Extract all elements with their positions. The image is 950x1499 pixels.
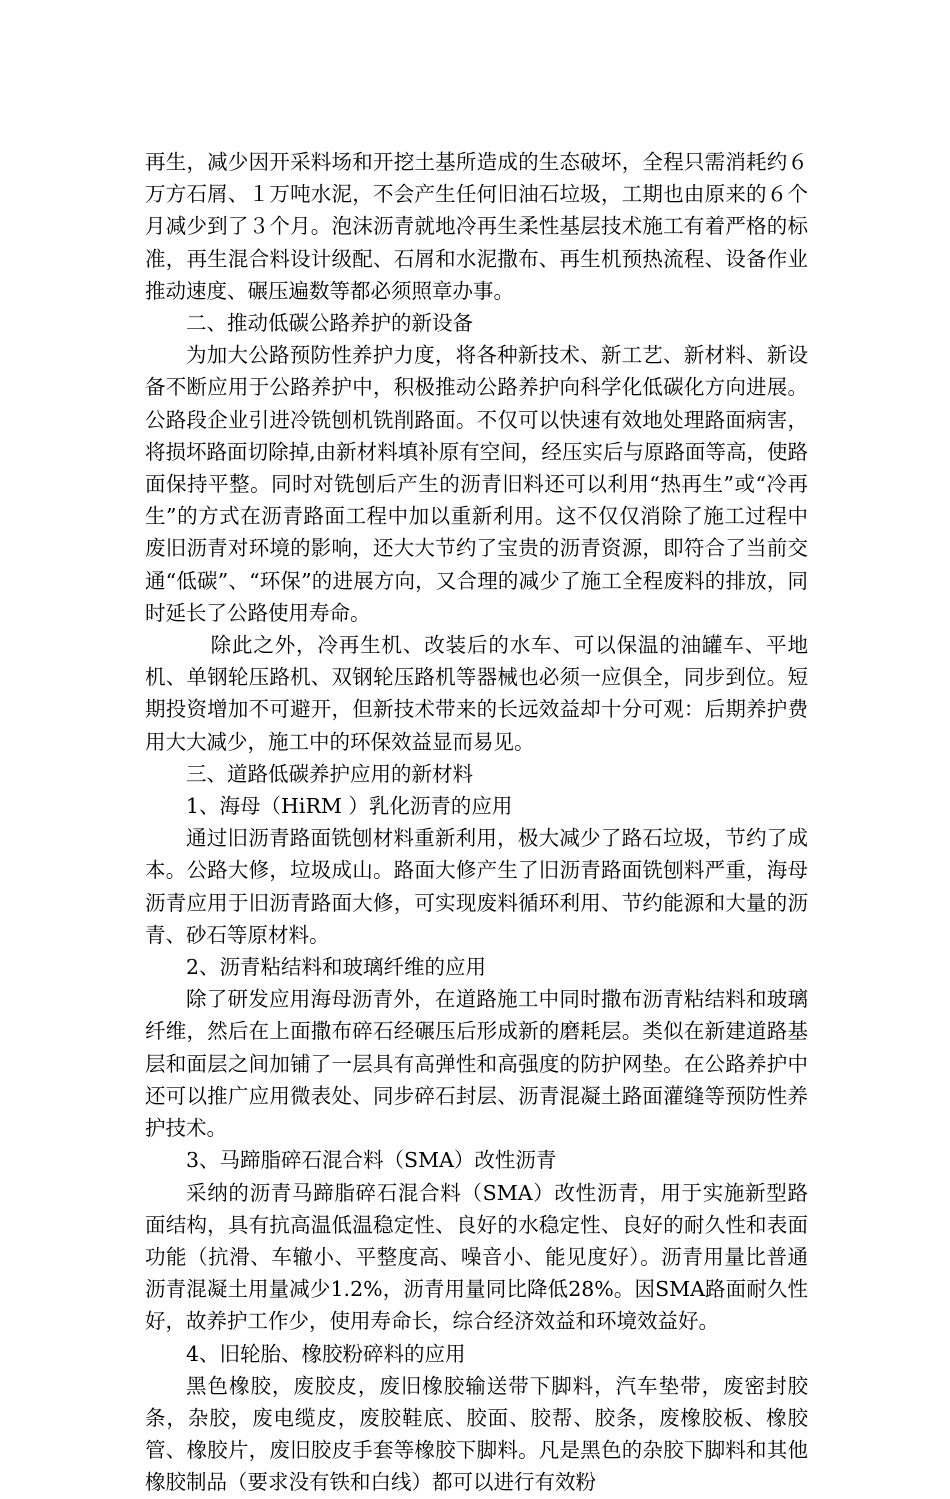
paragraph-hirm: 通过旧沥青路面铣刨材料重新利用，极大减少了路石垃圾，节约了成本。公路大修，垃圾成山。路面大修产生了旧沥青路面铣刨料严重，海母沥青应用于旧沥青路面大修，可实现废料循环利用、节约能源和大量的沥青、砂石等原材料。: [145, 826, 808, 947]
subheading-hirm: 1、海母（HiRM ）乳化沥青的应用: [186, 794, 513, 819]
subheading-sma: 3、马蹄脂碎石混合料（SMA）改性沥青: [186, 1148, 557, 1173]
paragraph-rubber: 黑色橡胶，废胶皮，废旧橡胶输送带下脚料，汽车垫带，废密封胶条，杂胶，废电缆皮，废胶鞋底、胶面、胶帮、胶条，废橡胶板、橡胶管、橡胶片，废旧胶皮手套等橡胶下脚料。凡是黑色的杂胶下脚料和其他橡胶制品（要求没有铁和白线）都可以进行有效粉: [145, 1373, 808, 1495]
paragraph-sma: 采纳的沥青马蹄脂碎石混合料（SMA）改性沥青，用于实施新型路面结构，具有抗高温低温稳定性、良好的水稳定性、良好的耐久性和表面功能（抗滑、车辙小、平整度高、噪音小、能见度好）。沥青用量比普通沥青混凝土用量减少1.2%，沥青用量同比降低28%。因SMA路面耐久性好，故养护工作少，使用寿命长，综合经济效益和环境效益好。: [145, 1180, 808, 1334]
section-heading-equipment: 二、推动低碳公路养护的新设备: [186, 311, 473, 336]
paragraph-continuation: 再生，减少因开采料场和开挖土基所造成的生态破坏，全程只需消耗约６万方石屑、１万吨水泥，不会产生任何旧油石垃圾，工期也由原来的６个月减少到了３个月。泡沫沥青就地冷再生柔性基层技术施工有着严格的标准，再生混合料设计级配、石屑和水泥撒布、再生机预热流程、设备作业推动速度、碾压遍数等都必须照章办事。: [145, 150, 808, 303]
subheading-glass-fiber: 2、沥青粘结料和玻璃纤维的应用: [186, 955, 487, 980]
document-page: [145, 146, 808, 1499]
paragraph-machinery: 除此之外，冷再生机、改装后的水车、可以保温的油罐车、平地机、单钢轮压路机、双钢轮压路机等器械也必须一应俱全，同步到位。短期投资增加不可避开，但新技术带来的长远效益却十分可观：后期养护费用大大减少，施工中的环保效益显而易见。: [145, 633, 808, 754]
subheading-rubber: 4、旧轮胎、橡胶粉碎料的应用: [186, 1341, 466, 1366]
paragraph-equipment: 为加大公路预防性养护力度，将各种新技术、新工艺、新材料、新设备不断应用于公路养护中，积极推动公路养护向科学化低碳化方向进展。公路段企业引进冷铣刨机铣削路面。不仅可以快速有效地处理路面病害，将损坏路面切除掉,由新材料填补原有空间，经压实后与原路面等高，使路面保持平整。同时对铣刨后产生的沥青旧料还可以利用“热再生”或“冷再生”的方式在沥青路面工程中加以重新利用。这不仅仅消除了施工过程中废旧沥青对环境的影响，还大大节约了宝贵的沥青资源，即符合了当前交通“低碳”、“环保”的进展方向，又合理的减少了施工全程废料的排放，同时延长了公路使用寿命。: [145, 343, 808, 625]
section-heading-materials: 三、道路低碳养护应用的新材料: [186, 761, 473, 786]
paragraph-glass-fiber: 除了研发应用海母沥青外，在道路施工中同时撒布沥青粘结料和玻璃纤维，然后在上面撒布碎石经碾压后形成新的磨耗层。类似在新建道路基层和面层之间加铺了一层具有高弹性和高强度的防护网垫。在公路养护中还可以推广应用微表处、同步碎石封层、沥青混凝土路面灌缝等预防性养护技术。: [145, 987, 808, 1141]
